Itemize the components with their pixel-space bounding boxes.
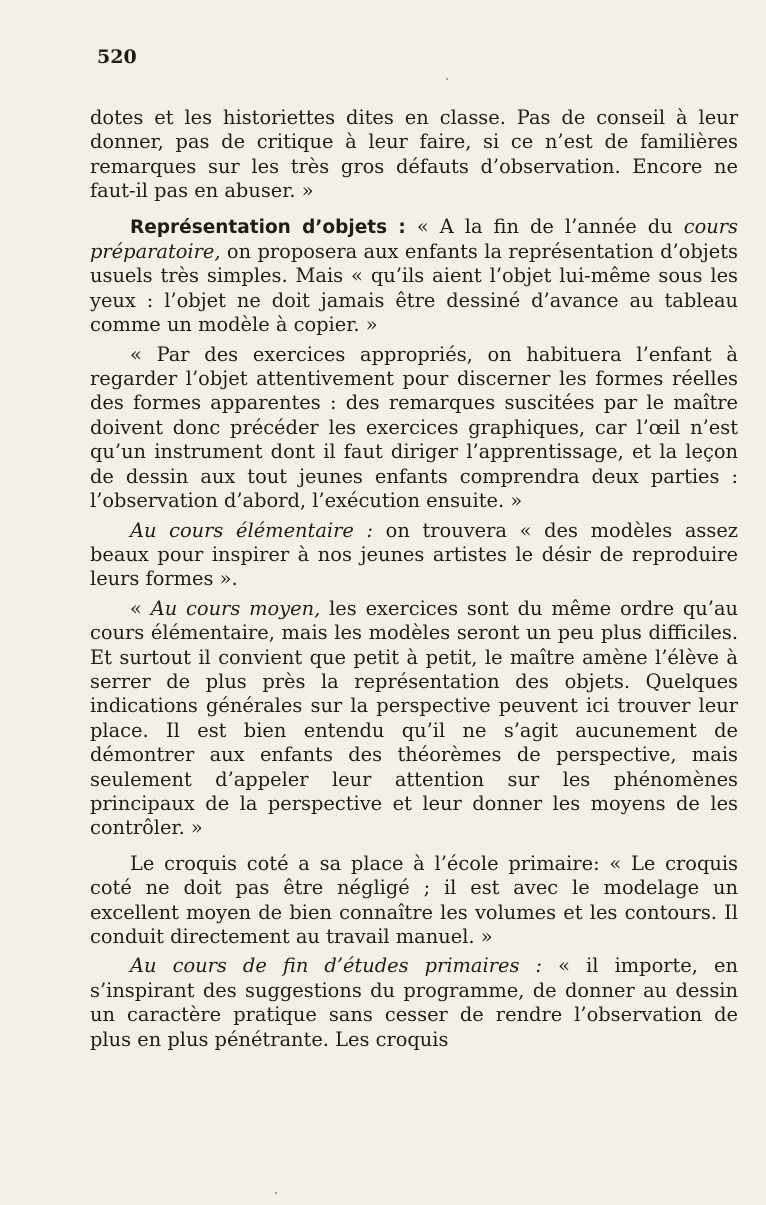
italic-phrase: Au cours élémentaire : xyxy=(130,518,374,542)
paragraph-text: « il importe, en s’inspirant des suggestions du programme, de donner au dessin un caractère pratique sans cesser de rendre l’observation de plus en plus pénétrante. Les croquis xyxy=(90,954,738,1051)
paragraph-cours-elementaire xyxy=(90,519,738,592)
italic-phrase: cours préparatoire, xyxy=(90,214,738,264)
page-number: 520 xyxy=(97,46,137,68)
paper-speck xyxy=(446,78,448,80)
paragraph-text: on proposera aux enfants la représentation d’objets usuels très simples. Mais « qu’ils aient l’objet lui-même sous les yeux : l’objet ne doit jamais être dessiné d’avance au tableau comme un modèle à copier. » xyxy=(90,240,738,337)
section-heading: Représentation d’objets : xyxy=(130,216,406,238)
paragraph-text: on trouvera « des modèles assez beaux pour inspirer à nos jeunes artistes le désir de reproduire leurs formes ». xyxy=(90,518,739,591)
paragraph-text: « xyxy=(130,596,151,620)
paragraph-representation-objets xyxy=(90,215,738,338)
paragraph-exercices: « Par des exercices appropriés, on habituera l’enfant à regarder l’objet attentivement pour discerner les formes réelles des formes apparentes : des remarques suscitées par le maître doivent donc précéder les exercices graphiques, car l’œil n’est qu’un instrument dont il faut diriger l’apprentissage, et la leçon de dessin aux tout jeunes enfants comprendra deux parties : l’observation d’abord, l’exécution ensuite. » xyxy=(90,342,738,513)
paragraph-text: les exercices sont du même ordre qu’au cours élémentaire, mais les modèles seront un peu plus difficiles. Et surtout il convient que petit à petit, le maître amène l’élève à serrer de plus près la représentation des objets. Quelques indications générales sur la perspective peuvent ici trouver leur place. Il est bien entendu qu’il ne s’agit aucunement de démontrer aux enfants des théorèmes de perspective, mais seulement d’appeler leur attention sur les phénomènes principaux de la perspective et leur donner les moyens de les contrôler. » xyxy=(90,596,738,840)
paragraph-continuation: dotes et les historiettes dites en classe. Pas de conseil à leur donner, pas de critique à leur faire, si ce n’est de familières remarques sur les très gros défauts d’observation. Encore ne faut-il pas en abuser. » xyxy=(90,106,738,203)
paragraph-cours-moyen xyxy=(90,597,738,841)
paragraph-croquis-cote: Le croquis coté a sa place à l’école primaire: « Le croquis coté ne doit pas être négligé ; il est avec le modelage un excellent moyen de bien connaître les volumes et les contours. Il conduit directement au travail manuel. » xyxy=(90,851,738,948)
italic-phrase: Au cours moyen, xyxy=(150,596,321,620)
italic-phrase: Au cours de fin d’études primaires : xyxy=(130,954,543,978)
body-text xyxy=(90,106,738,1052)
paper-speck xyxy=(275,1192,277,1194)
paragraph-fin-etudes xyxy=(90,954,738,1052)
paragraph-text: « A la fin de l’année du xyxy=(405,214,684,238)
